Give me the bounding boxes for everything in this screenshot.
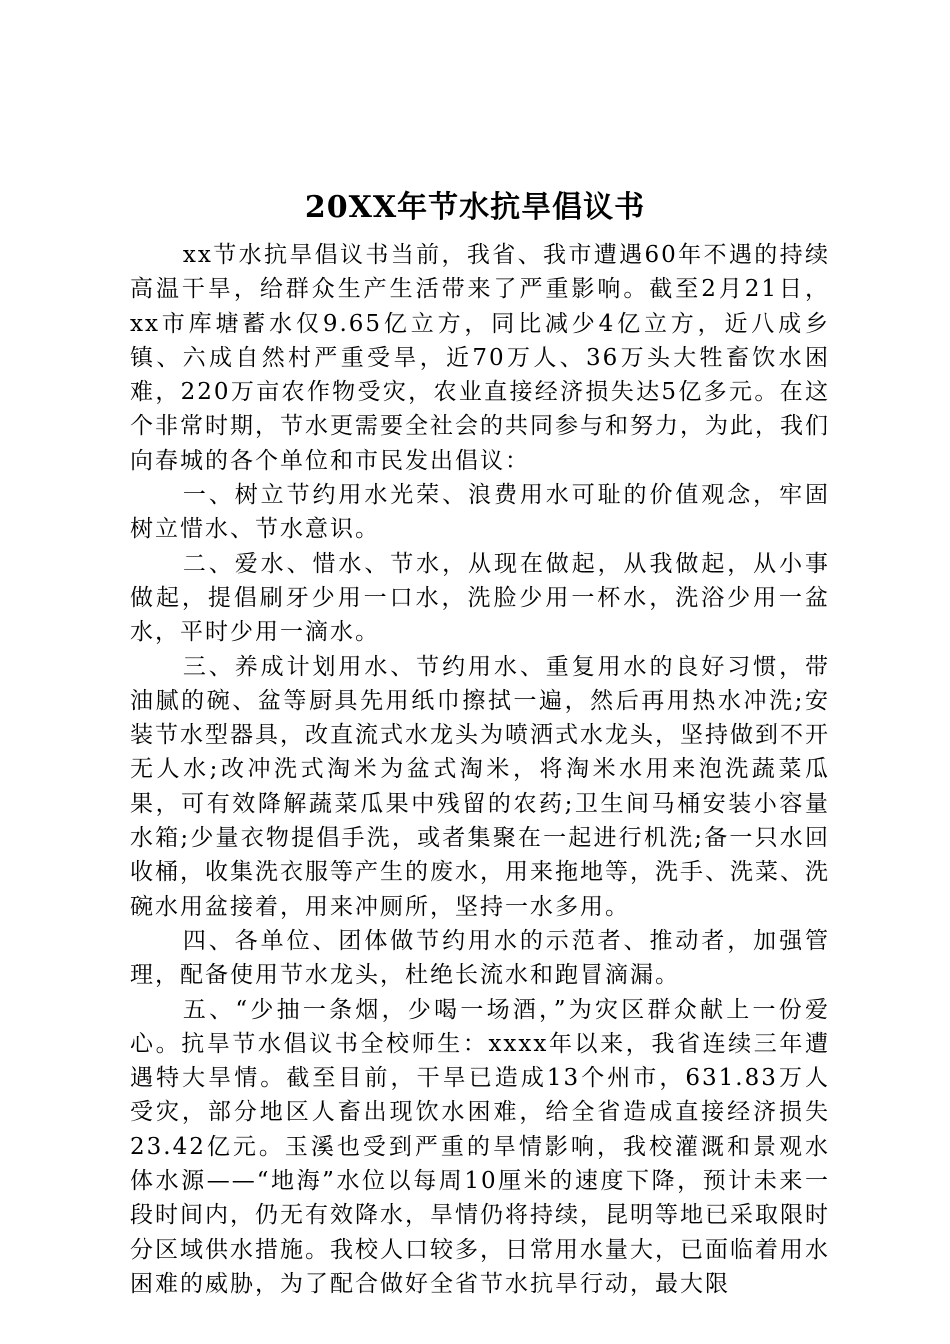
paragraph-item-5: 五、“少抽一条烟，少喝一场酒，”为灾区群众献上一份爱心。抗旱节水倡议书全校师生：xxxx年以来，我省连续三年遭遇特大旱情。截至目前，干旱已造成13个州市，631.83万人受灾，部分地区人畜出现饮水困难，给全省造成直接经济损失23.42亿元。玉溪也受到严重的旱情影响，我校灌溉和景观水体水源——“地海”水位以每周10厘米的速度下降，预计未来一段时间内，仍无有效降水，旱情仍将持续，昆明等地已采取限时分区域供水措施。我校人口较多，日常用水量大，已面临着用水困难的威胁，为了配合做好全省节水抗旱行动，最大限 (130, 996, 830, 1297)
document-title: 20XX年节水抗旱倡议书 (304, 190, 646, 225)
paragraph-intro: xx节水抗旱倡议书当前，我省、我市遭遇60年不遇的持续高温干旱，给群众生产生活带来了严重影响。截至2月21日，xx市库塘蓄水仅9.65亿立方，同比减少4亿立方，近八成乡镇、六成自然村严重受旱，近70万人、36万头大牲畜饮水困难，220万亩农作物受灾，农业直接经济损失达5亿多元。在这个非常时期，节水更需要全社会的共同参与和努力，为此，我们向春城的各个单位和市民发出倡议： (130, 242, 830, 474)
document-body (130, 238, 830, 1301)
paragraph-item-2: 二、爱水、惜水、节水，从现在做起，从我做起，从小事做起，提倡刷牙少用一口水，洗脸少用一杯水，洗浴少用一盆水，平时少用一滴水。 (130, 550, 830, 646)
paragraph-item-3: 三、养成计划用水、节约用水、重复用水的良好习惯，带油腻的碗、盆等厨具先用纸巾擦拭一遍，然后再用热水冲洗;安装节水型器具，改直流式水龙头为喷洒式水龙头，坚持做到不开无人水;改冲洗式淘米为盆式淘米，将淘米水用来泡洗蔬菜瓜果，可有效降解蔬菜瓜果中残留的农药;卫生间马桶安装小容量水箱;少量衣物提倡手洗，或者集聚在一起进行机洗;备一只水回收桶，收集洗衣服等产生的废水，用来拖地等，洗手、洗菜、洗碗水用盆接着，用来冲厕所，坚持一水多用。 (130, 653, 830, 920)
paragraph-item-1: 一、树立节约用水光荣、浪费用水可耻的价值观念，牢固树立惜水、节水意识。 (130, 482, 830, 543)
paragraph-item-4: 四、各单位、团体做节约用水的示范者、推动者，加强管理，配备使用节水龙头，杜绝长流水和跑冒滴漏。 (130, 927, 830, 989)
